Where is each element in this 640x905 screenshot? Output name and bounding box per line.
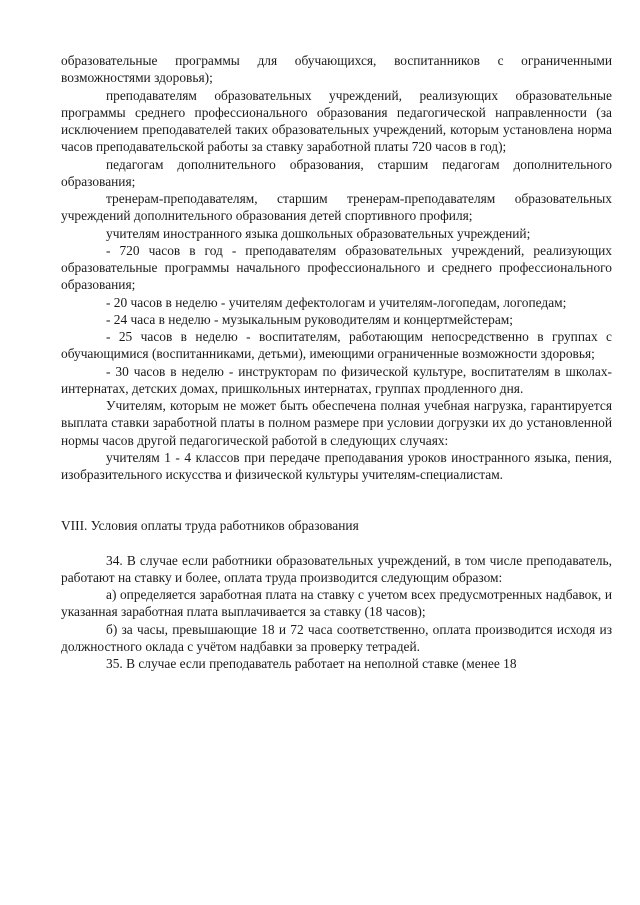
paragraph: тренерам-преподавателям, старшим тренерам-преподавателям образовательных учреждений дополнительного образования детей спортивного профиля; [61,191,612,224]
paragraph: - 720 часов в год - преподавателям образовательных учреждений, реализующих образовательные программы начального профессионального и среднего профессионального образования; [61,242,612,293]
paragraph: - 25 часов в неделю - воспитателям, работающим непосредственно в группах с обучающимися (воспитанниками, детьми), имеющими ограниченные возможности здоровья; [61,329,612,362]
paragraph: - 20 часов в неделю - учителям дефектологам и учителям-логопедам, логопедам; [106,294,567,310]
paragraph: образовательные программы для обучающихся, воспитанников с ограниченными возможностями здоровья); [61,53,612,86]
paragraph: учителям 1 - 4 классов при передаче преподавания уроков иностранного языка, пения, изобразительного искусства и физической культуры учителям-специалистам. [61,449,612,482]
paragraph: педагогам дополнительного образования, старшим педагогам дополнительного образования; [61,156,612,189]
paragraph: - 30 часов в неделю - инструкторам по физической культуре, воспитателям в школах-интернатах, детских домах, пришкольных интернатах, группах продленного дня. [61,363,612,396]
section-gap [61,483,612,517]
paragraph: - 24 часа в неделю - музыкальным руководителям и концертмейстерам; [106,311,513,327]
paragraph: учителям иностранного языка дошкольных образовательных учреждений; [106,225,531,241]
paragraph: Учителям, которым не может быть обеспечена полная учебная нагрузка, гарантируется выплата ставки заработной платы в полном размере при условии догрузки их до установленной нормы часов другой педагогической работой в следующих случаях: [61,398,612,448]
section-heading: VIII. Условия оплаты труда работников образования [61,518,359,534]
paragraph: б) за часы, превышающие 18 и 72 часа соответственно, оплата производится исходя из должностного оклада с учётом надбавки за проверку тетрадей. [61,621,612,654]
paragraph: а) определяется заработная плата на ставку с учетом всех предусмотренных надбавок, и указанная заработная плата выплачивается за ставку (18 часов); [61,587,612,620]
document-page [61,52,612,672]
paragraph: 35. В случае если преподаватель работает на неполной ставке (менее 18 [106,656,517,671]
paragraph: 34. В случае если работники образовательных учреждений, в том числе преподаватель, работают на ставку и более, оплата труда производится следующим образом: [61,552,612,585]
paragraph: преподавателям образовательных учреждений, реализующих образовательные программы среднего профессионального образования педагогической направленности (за исключением преподавателей таких образовательных учреждений, которым установлена норма часов преподавательской работы за ставку заработной платы 720 часов в год); [61,87,612,155]
section-gap [61,535,612,552]
